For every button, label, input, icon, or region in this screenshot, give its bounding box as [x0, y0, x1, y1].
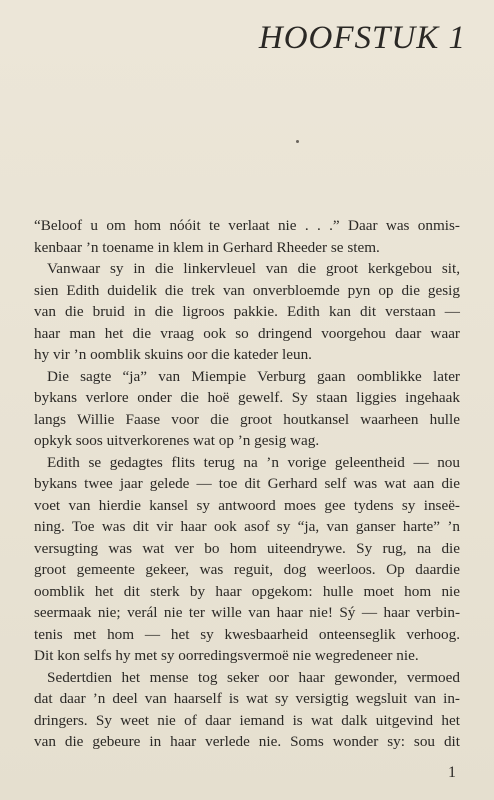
page-number: 1 — [448, 764, 456, 781]
text-line: versugting was wat ver bo hom uiteendrywe. Sy rug, na die — [34, 539, 460, 557]
text-line: bykans twee jaar gelede — toe dit Gerhard self was wat aan die — [34, 475, 460, 492]
text-line: oomblik het dit sterk by haar opgekom: hulle moet hom nie — [34, 582, 460, 600]
text-line: Edith se gedagtes flits terug na ’n vorige geleentheid — nou — [47, 453, 460, 471]
text-line: langs Willie Faase voor die groot houtkansel waarheen hulle — [34, 410, 460, 428]
text-line: Sedertdien het mense tog seker oor haar gewonder, vermoed — [47, 668, 460, 686]
text-line: opkyk soos uitverkorenes wat op ’n gesig wag. — [34, 432, 320, 449]
body-text — [34, 215, 460, 753]
text-line: kenbaar ’n toename in klem in Gerhard Rheeder se stem. — [34, 238, 380, 256]
text-line: dringers. Sy weet nie of daar iemand is wat dalk uitgevind het — [34, 711, 460, 729]
text-line: bykans verlore onder die hoë gewelf. Sy staan liggies ingehaak — [34, 389, 460, 406]
ornament-dot — [296, 140, 299, 143]
text-line: van die bruid in die ligroos pakkie. Edith kan dit verstaan — — [34, 303, 460, 320]
text-line: van die gebeure in haar verlede nie. Soms wonder sy: sou dit — [34, 733, 460, 750]
text-line: sien Edith duidelik die trek van onverbloemde pyn op die gesig — [34, 281, 460, 299]
text-line: voet van hierdie kansel sy antwoord moes gee tydens sy inseë- — [34, 496, 460, 514]
text-line: ning. Toe was dit vir haar ook asof sy “ja, van ganser harte” ’n — [34, 518, 460, 535]
text-line: haar man het die vraag ook so dringend voorgehou daar waar — [34, 324, 460, 342]
text-line: groot gemeente gekeer, was reguit, dog weerloos. Op daardie — [34, 561, 460, 578]
text-line: hy vir ’n oomblik skuins oor die kateder leun. — [34, 346, 312, 363]
text-line: Vanwaar sy in die linkervleuel van die groot kerkgebou sit, — [47, 260, 460, 277]
chapter-heading: HOOFSTUK 1 — [258, 20, 466, 56]
text-line: Die sagte “ja” van Miempie Verburg gaan oomblikke later — [47, 367, 460, 385]
text-line: Dit kon selfs hy met sy oorredingsvermoë nie wegredeneer nie. — [34, 647, 419, 664]
text-line: seermaak nie; verál nie ter wille van haar nie! Sý — haar verbin- — [34, 604, 460, 621]
text-line: “Beloof u om hom nóóit te verlaat nie . . .” Daar was onmis- — [34, 217, 460, 234]
text-line: tenis met hom — het sy kwesbaarheid onteenseglik verhoog. — [34, 625, 460, 643]
text-line: dat daar ’n deel van haarself is wat sy versigtig wegsluit van in- — [34, 690, 460, 707]
